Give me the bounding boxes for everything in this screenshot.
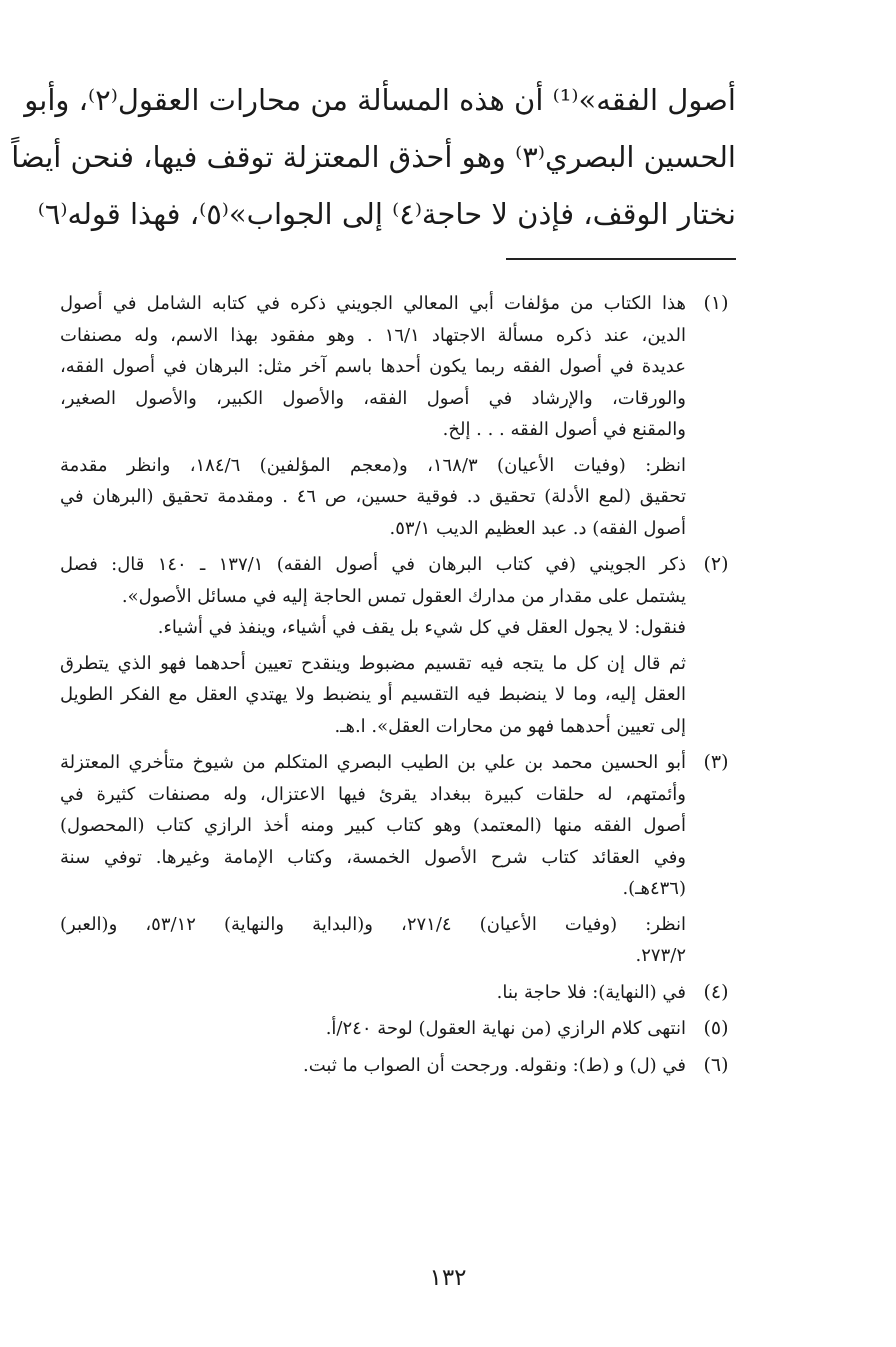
footnote-line: في (النهاية): فلا حاجة بنا. <box>496 981 686 1003</box>
footnote-1 <box>60 288 736 544</box>
footnote-line: والمقنع في أصول الفقه . . . إلخ. <box>442 419 686 440</box>
footnote-line: أصول الفقه منها (المعتمد) وهو كتاب كبير ومنه أخذ الرازي كتاب (المحصول) <box>60 815 686 836</box>
footnote-line: وفي العقائد كتاب شرح الأصول الخمسة، وكتاب الإمامة وغيرها. توفي سنة <box>60 846 686 868</box>
footnote-line: (٤٣٦هـ). <box>622 878 686 899</box>
footnote-line: ذكر الجويني (في كتاب البرهان في أصول الفقه) ١٣٧/١ ـ ١٤٠ قال: فصل <box>60 554 686 575</box>
footnote-line: إلى تعيين أحدهما فهو من محارات العقل». ا.هـ. <box>334 715 686 737</box>
page-number: ١٣٢ <box>429 1265 467 1291</box>
footnote-line: عديدة في أصول الفقه ربما يكون أحدها باسم آخر مثل: البرهان في أصول الفقه، <box>60 356 686 377</box>
footnote-line: فنقول: لا يجول العقل في كل شيء بل يقف في أشياء، وينفذ في أشياء. <box>157 617 686 638</box>
footnotes <box>60 288 736 1081</box>
footnote-number: (٣) <box>703 751 729 773</box>
footnote-line: في (ل) و (ط): ونقوله. ورجحت أن الصواب ما ثبت. <box>303 1054 686 1076</box>
footnote-line: انظر: (وفيات الأعيان) ٢٧١/٤، و(البداية والنهاية) ٥٣/١٢، و(العبر) <box>60 913 686 935</box>
footnote-number: (٤) <box>703 980 729 1003</box>
main-text <box>11 72 736 243</box>
footnote-line: أبو الحسين محمد بن علي بن الطيب البصري المتكلم من شيوخ متأخري المعتزلة <box>60 752 686 773</box>
main-text-line: نختار الوقف، فإذن لا حاجة⁽٤⁾ إلى الجواب»⁽٥⁾، فهذا قوله⁽٦⁾ <box>37 197 736 231</box>
footnote-line: انتهى كلام الرازي (من نهاية العقول) لوحة ٢٤٠/أ. <box>325 1018 686 1039</box>
footnote-line: يشتمل على مقدار من مدارك العقول تمس الحاجة إليه في مسائل الأصول». <box>121 585 686 607</box>
footnote-line: والورقات، والإرشاد في أصول الفقه، والأصول الكبير، والأصول الصغير، <box>60 387 686 409</box>
main-text-line: أصول الفقه»⁽¹⁾ أن هذه المسألة من محارات العقول⁽٢⁾، وأبو <box>24 83 736 117</box>
footnote-line: هذا الكتاب من مؤلفات أبي المعالي الجويني ذكره في كتابه الشامل في أصول <box>60 293 686 314</box>
footnote-line: أصول الفقه) د. عبد العظيم الديب ٥٣/١. <box>389 517 686 539</box>
footnote-line: العقل إليه، وما لا ينضبط فيه التقسيم أو ينضبط ولا يهتدي العقل مع الفكر الطويل <box>60 684 686 705</box>
main-text-line: الحسين البصري⁽٣⁾ وهو أحذق المعتزلة توقف فيها، فنحن أيضاً <box>11 140 736 174</box>
footnote-number: (٦) <box>703 1053 729 1076</box>
footnote-6 <box>60 1050 736 1082</box>
footnote-line: تحقيق (لمع الأدلة) تحقيق د. فوقية حسين، ص ٤٦ . ومقدمة تحقيق (البرهان في <box>60 486 686 507</box>
footnote-line: الدين، عند ذكره مسألة الاجتهاد ١٦/١ . وهو مفقود بهذا الاسم، وله مصنفات <box>60 324 686 346</box>
footnote-number: (٥) <box>703 1017 729 1039</box>
footnote-3 <box>60 747 736 972</box>
footnote-number: (٢) <box>703 553 729 575</box>
footnote-2 <box>60 549 736 742</box>
footnote-separator <box>506 258 736 260</box>
footnote-line: انظر: (وفيات الأعيان) ١٦٨/٣، و(معجم المؤلفين) ١٨٤/٦، وانظر مقدمة <box>60 454 686 476</box>
footnote-5 <box>60 1013 736 1045</box>
footnote-line: وأئمتهم، له حلقات كبيرة ببغداد يقرئ فيها الاعتزال، وله مصنفات كثيرة في <box>60 783 686 805</box>
footnote-line: ثم قال إن كل ما يتجه فيه تقسيم مضبوط وينقدح تعيين أحدهما فهو الذي يتطرق <box>60 652 686 674</box>
footnote-4 <box>60 977 736 1009</box>
footnote-line: ٢٧٣/٢. <box>635 945 686 966</box>
footnote-number: (١) <box>703 292 729 314</box>
